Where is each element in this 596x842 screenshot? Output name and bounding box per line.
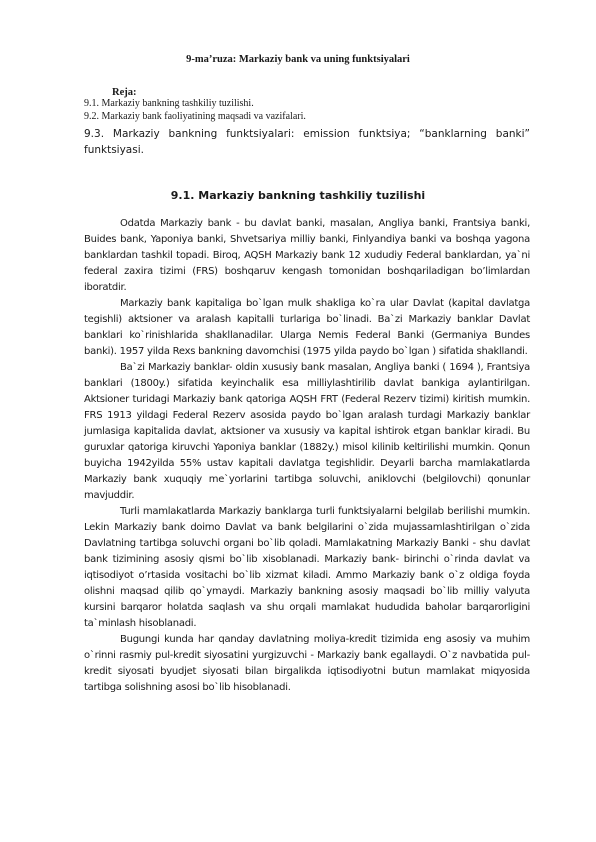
paragraph: Odatda Markaziy bank - bu davlat banki, masalan, Angliya banki, Frantsiya banki, Buides bank, Yaponiya banki, Shvetsariya milliy banki, Finlyandiya banki va boshqa yagona banklardan tashkil topadi. Biroq, AQSH Markaziy bank 12 xududiy Federal banklardan, ya`ni federal zaxira tizimi (FRS) boshqaruv kengash tomonidan boshqariladigan bo’limlardan iboratdir.	[84, 218, 530, 293]
lecture-title: 9-ma’ruza: Markaziy bank va uning funktsiyalari	[186, 54, 410, 65]
section-title: 9.1. Markaziy bankning tashkiliy tuzilishi	[170, 189, 426, 202]
plan-item-2: 9.2. Markaziy bank faoliyatining maqsadi va vazifalari.	[84, 111, 306, 122]
paragraph: Ba`zi Markaziy banklar- oldin xususiy bank masalan, Angliya banki ( 1694 ), Frantsiya banklari (1800y.) sifatida keyinchalik esa milliylashtirilib davlat bankiga aylantirilgan. Aktsioner turidagi Markaziy bank qatoriga AQSH FRT (Federal Rezerv tizimi) kiritish mumkin. FRS 1913 yildagi Federal Rezerv asosida paydo bo`lgan aralash turdagi Markaziy banklar jumlasiga kapitalida davlat, aktsioner va xususiy va kapital ishtirok etgan banklar kiradi. Bu guruxlar qatoriga kiruvchi Yaponiya banklar (1882y.) misol kilinib keltirilishi mumkin. Qonun buyicha 1942yilda 55% ustav kapitali davlatga tegishlidir. Deyarli barcha mamlakatlarda Markaziy bank xuquqiy me`yorlarini tartibga soluvchi, aniklovchi (belgilovchi) qonunlar mavjuddir.	[84, 362, 530, 501]
paragraph: Bugungi kunda har qanday davlatning moliya-kredit tizimida eng asosiy va muhim o`rinni rasmiy pul-kredit siyosatini yurgizuvchi - Markaziy bank egallaydi. O`z navbatida pul-kredit siyosati byudjet siyosati bilan birgalikda iqtisodiyotni butun mamlakat miqyosida tartibga solishning asosi bo`lib hisoblanadi.	[84, 634, 530, 693]
plan-item-3: 9.3. Markaziy bankning funktsiyalari: emission funktsiya; “banklarning banki” funktsiyasi.	[84, 128, 530, 156]
plan-item-1: 9.1. Markaziy bankning tashkiliy tuzilishi.	[84, 98, 254, 109]
plan-heading: Reja:	[112, 87, 137, 98]
paragraph: Markaziy bank kapitaliga bo`lgan mulk shakliga ko`ra ular Davlat (kapital davlatga tegishli) aktsioner va aralash kapitalli turlariga bo`linadi. Ba`zi Markaziy banklar Davlat banklari ko`rinishlarida shakllanadilar. Ularga Nemis Federal Banki (Germaniya Bundes banki). 1957 yilda Rexs bankning davomchisi (1975 yilda paydo bo`lgan ) sifatida shakllandi.	[84, 298, 530, 357]
paragraph: Turli mamlakatlarda Markaziy banklarga turli funktsiyalarni belgilab berilishi mumkin. Lekin Markaziy bank doimo Davlat va bank belgilarini o`zida mujassamlashtirilgan o`zida Davlatning tartibga soluvchi organi bo`lib qoladi. Mamlakatning Markaziy Banki - shu davlat bank tizimining asosiy qismi bo`lib xisoblanadi. Markaziy bank- birinchi o`rinda davlat va iqtisodiyot o’rtasida vositachi bo`lib xizmat kiladi. Ammo Markaziy bank o`z oldiga foyda olishni maqsad qilib qo`ymaydi. Markaziy bankning asosiy maqsadi bo`lib milliy valyuta kursini barqaror holatda saqlash va shu orqali mamlakat hududida baholar barqarorligini ta`minlash hisoblanadi.	[84, 506, 530, 629]
body-text	[84, 216, 530, 696]
